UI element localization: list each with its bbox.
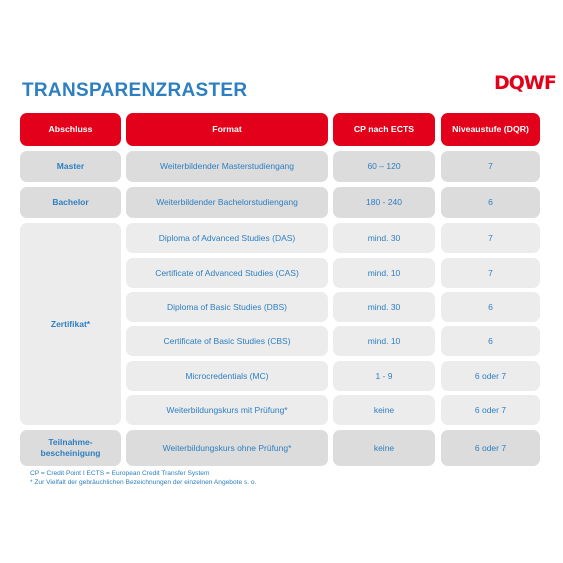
row-format: Diploma of Advanced Studies (DAS)	[126, 223, 328, 253]
row-format: Weiterbildender Masterstudiengang	[126, 151, 328, 182]
row-dqr: 7	[441, 258, 540, 288]
row-dqr: 6 oder 7	[441, 430, 540, 466]
group-master: Master	[20, 151, 121, 182]
row-format: Weiterbildungskurs mit Prüfung*	[126, 395, 328, 425]
row-format: Weiterbildender Bachelorstudiengang	[126, 187, 328, 218]
header-cp: CP nach ECTS	[333, 113, 435, 146]
footnotes	[30, 469, 256, 487]
row-format: Microcredentials (MC)	[126, 361, 328, 391]
row-cp: mind. 30	[333, 292, 435, 322]
footnote-asterisk: * Zur Vielfalt der gebräuchlichen Bezeichnungen der einzelnen Angebote s. o.	[30, 479, 257, 487]
page-title: TRANSPARENZRASTER	[22, 80, 248, 101]
row-dqr: 6 oder 7	[441, 395, 540, 425]
header-format: Format	[126, 113, 328, 146]
row-format: Certificate of Advanced Studies (CAS)	[126, 258, 328, 288]
row-cp: keine	[333, 430, 435, 466]
row-cp: 60 – 120	[333, 151, 435, 182]
header-abschluss: Abschluss	[20, 113, 121, 146]
row-cp: 1 - 9	[333, 361, 435, 391]
row-cp: keine	[333, 395, 435, 425]
row-dqr: 7	[441, 151, 540, 182]
dqwf-logo: DQWF	[494, 72, 556, 94]
row-cp: mind. 30	[333, 223, 435, 253]
row-cp: mind. 10	[333, 258, 435, 288]
row-format: Diploma of Basic Studies (DBS)	[126, 292, 328, 322]
row-cp: 180 - 240	[333, 187, 435, 218]
footnote-cp: CP = Credit Point I ECTS = European Credit Transfer System	[30, 470, 210, 477]
group-teilnahmebescheinigung: Teilnahme- bescheinigung	[20, 430, 121, 466]
row-format: Weiterbildungskurs ohne Prüfung*	[126, 430, 328, 466]
group-zertifikat: Zertifikat*	[20, 223, 121, 425]
row-dqr: 6	[441, 187, 540, 218]
row-format: Certificate of Basic Studies (CBS)	[126, 326, 328, 356]
group-bachelor: Bachelor	[20, 187, 121, 218]
row-dqr: 6	[441, 292, 540, 322]
row-dqr: 6 oder 7	[441, 361, 540, 391]
header-dqr: Niveaustufe (DQR)	[441, 113, 540, 146]
row-cp: mind. 10	[333, 326, 435, 356]
row-dqr: 7	[441, 223, 540, 253]
row-dqr: 6	[441, 326, 540, 356]
